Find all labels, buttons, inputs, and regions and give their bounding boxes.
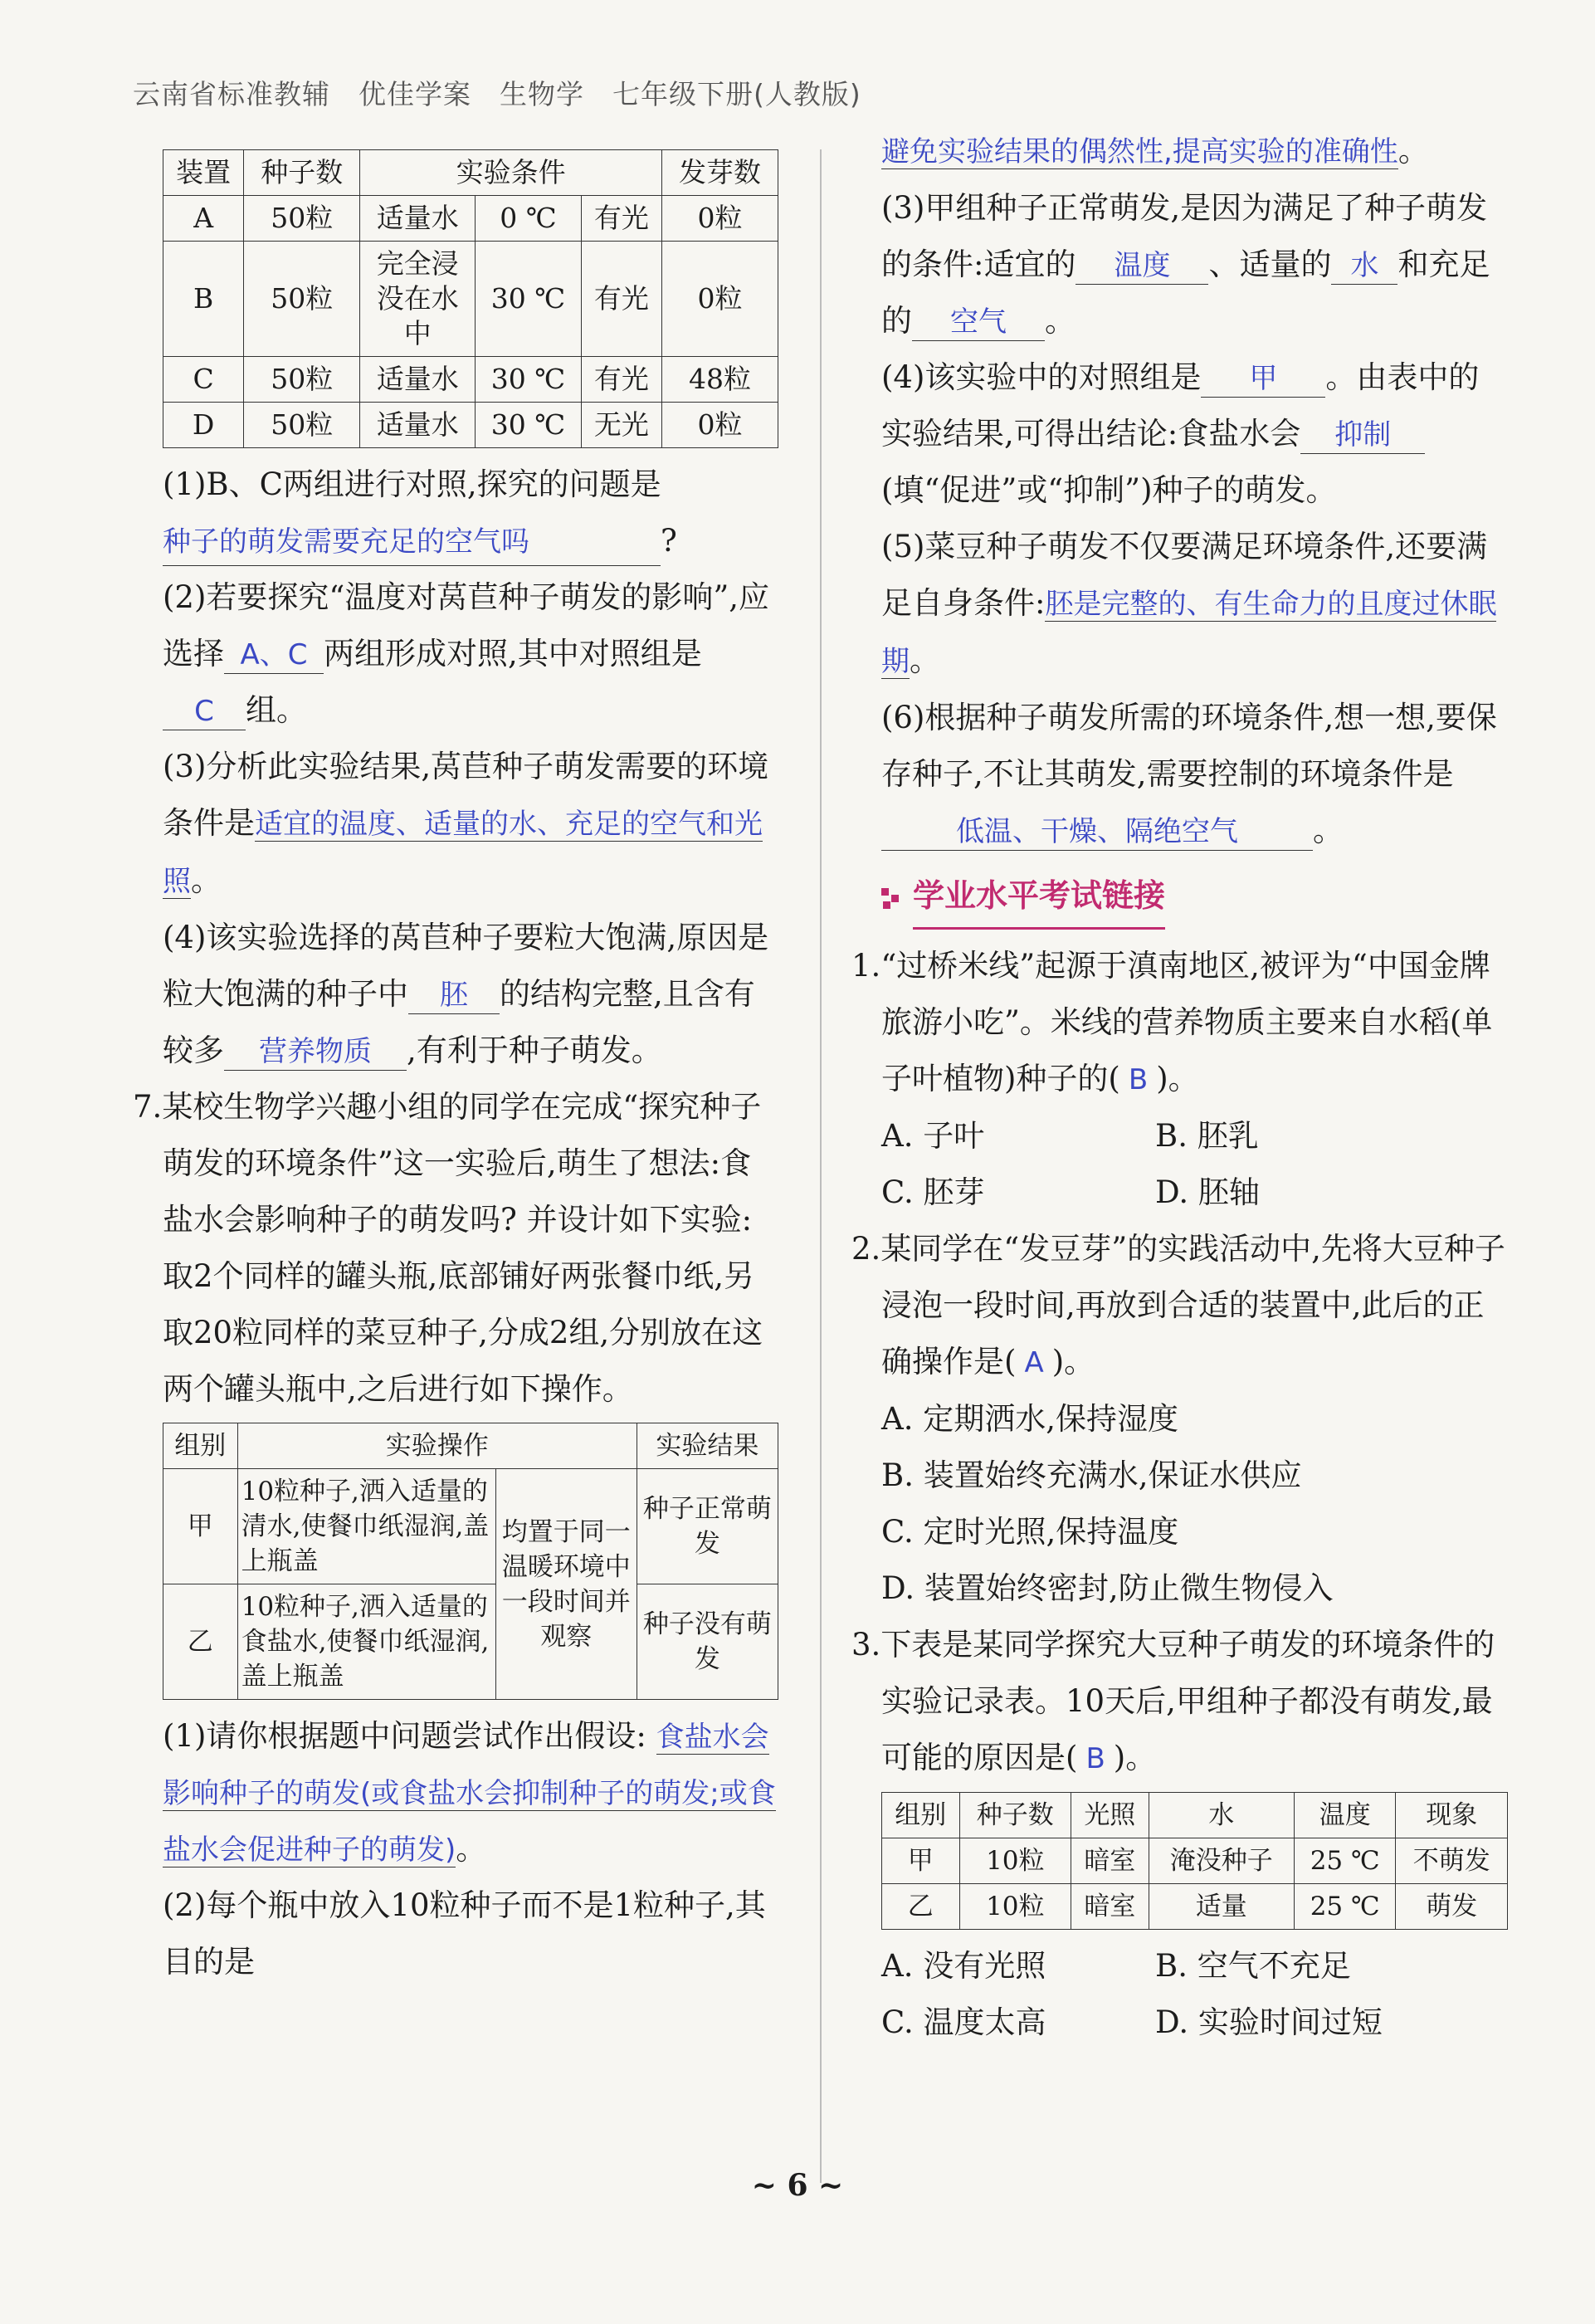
option: C. 胚芽 — [881, 1174, 985, 1210]
page-header: 云南省标准教辅 优佳学案 生物学 七年级下册(人教版) — [133, 78, 861, 110]
table-cell: 10粒种子,洒入适量的清水,使餐巾纸湿润,盖上瓶盖 — [237, 1469, 495, 1584]
table-row — [882, 1884, 1508, 1930]
table-cell: D — [163, 403, 244, 448]
table-row — [163, 1584, 778, 1700]
option: C. 温度太高 — [881, 2004, 1046, 2040]
page-number: ~ 6 ~ — [751, 2168, 844, 2203]
question-2: (2)若要探究“温度对莴苣种子萌发的影响”,应选择 A、C 两组形成对照,其中对照组是C 组。 — [163, 569, 778, 739]
answer-text: 种子的萌发需要充足的空气吗 — [163, 519, 661, 566]
table-header: 实验操作 — [237, 1423, 637, 1469]
table-header: 水 — [1149, 1793, 1294, 1838]
answer-text: 胚 — [408, 977, 500, 1014]
answer-text: 抑制 — [1300, 417, 1425, 454]
table-cell: 0 ℃ — [476, 196, 582, 242]
question-1: (1)B、C两组进行对照,探究的问题是 种子的萌发需要充足的空气吗 ? — [163, 456, 778, 569]
table-cell: 30 ℃ — [476, 403, 582, 448]
question-7-5: (5)菜豆种子萌发不仅要满足环境条件,还要满足自身条件:胚是完整的、有生命力的且度过休眠期。 — [881, 529, 1497, 678]
table-cell: B — [163, 242, 244, 357]
table-cell: 淹没种子 — [1149, 1838, 1294, 1884]
table-cell: 种子没有萌发 — [637, 1584, 778, 1700]
table-cell: 25 ℃ — [1294, 1838, 1396, 1884]
option: A. 没有光照 — [881, 1948, 1046, 1984]
mc-question-2: 2.某同学在“发豆芽”的实践活动中,先将大豆种子浸泡一段时间,再放到合适的装置中,此后的正确操作是( A )。 — [851, 1231, 1505, 1379]
answer-text: B — [1128, 1063, 1149, 1096]
question-7-4: (4)该实验中的对照组是 甲 。由表中的实验结果,可得出结论:食盐水会 抑制(填“促进”或“抑制”)种子的萌发。 — [881, 359, 1480, 508]
answer-text: 营养物质 — [224, 1033, 407, 1071]
option: B. 空气不充足 — [1155, 1948, 1351, 1984]
table-row — [163, 357, 778, 403]
table-cell: 有光 — [581, 196, 661, 242]
table-cell: 乙 — [163, 1584, 238, 1700]
answer-text: 胚是完整的、有生命力的且度过休眠期 — [881, 588, 1497, 678]
table-cell: 30 ℃ — [476, 242, 582, 357]
table-header: 实验结果 — [637, 1423, 778, 1469]
answer-text: 水 — [1331, 247, 1397, 285]
table-cell: 50粒 — [244, 242, 360, 357]
table-cell: 50粒 — [244, 403, 360, 448]
option: D. 装置始终密封,防止微生物侵入 — [881, 1570, 1334, 1606]
table-cell: 均置于同一温暖环境中一段时间并观察 — [495, 1469, 637, 1700]
table-row — [163, 242, 778, 357]
table-header: 现象 — [1396, 1793, 1508, 1838]
option: C. 定时光照,保持温度 — [881, 1514, 1179, 1550]
answer-text: 温度 — [1076, 247, 1208, 285]
question-7-1: (1)请你根据题中问题尝试作出假设: 食盐水会影响种子的萌发(或食盐水会抑制种子的萌发;或食盐水会促进种子的萌发)。 — [163, 1718, 776, 1867]
table-cell: 50粒 — [244, 196, 360, 242]
experiment-table-3 — [881, 1792, 1508, 1930]
table-cell: 适量水 — [360, 403, 476, 448]
table-header: 光照 — [1071, 1793, 1149, 1838]
table-header: 发芽数 — [661, 150, 778, 196]
table-row — [882, 1838, 1508, 1884]
table-cell: 甲 — [163, 1469, 238, 1584]
section-heading — [881, 867, 1508, 930]
table-header: 种子数 — [959, 1793, 1071, 1838]
option: A. 定期洒水,保持湿度 — [881, 1401, 1179, 1437]
table-cell: 10粒 — [959, 1838, 1071, 1884]
answer-text: B — [1085, 1742, 1105, 1775]
table-cell: 甲 — [882, 1838, 960, 1884]
answer-text: 适宜的温度、适量的水、充足的空气和光照 — [163, 808, 763, 898]
table-cell: 0粒 — [661, 403, 778, 448]
table-cell: 适量水 — [360, 357, 476, 403]
table-cell: 种子正常萌发 — [637, 1469, 778, 1584]
table-cell: 10粒种子,洒入适量的食盐水,使餐巾纸湿润,盖上瓶盖 — [237, 1584, 495, 1700]
table-header: 组别 — [163, 1423, 238, 1469]
table-cell: 无光 — [581, 403, 661, 448]
experiment-table-1 — [163, 149, 778, 448]
question-7-2-start: (2)每个瓶中放入10粒种子而不是1粒种子,其目的是 — [163, 1887, 766, 1980]
table-cell: 萌发 — [1396, 1884, 1508, 1930]
answer-text: C — [163, 693, 246, 730]
answer-text: 空气 — [912, 304, 1045, 341]
option: A. 子叶 — [881, 1118, 985, 1154]
table-cell: 适量 — [1149, 1884, 1294, 1930]
table-header: 装置 — [163, 150, 244, 196]
table-cell: 暗室 — [1071, 1884, 1149, 1930]
column-divider — [820, 149, 822, 2183]
option: D. 胚轴 — [1155, 1174, 1260, 1210]
answer-text: A、C — [224, 637, 324, 674]
table-header: 实验条件 — [360, 150, 662, 196]
question-7: 7.某校生物学兴趣小组的同学在完成“探究种子萌发的环境条件”这一实验后,萌生了想法:食盐水会影响种子的萌发吗? 并设计如下实验:取2个同样的罐头瓶,底部铺好两张餐巾纸,另取20粒同样的菜豆种子,分成2组,分别放在这两个罐头瓶中,之后进行如下操作。 — [133, 1089, 763, 1407]
experiment-table-2 — [163, 1423, 778, 1700]
mc-question-3: 3.下表是某同学探究大豆种子萌发的环境条件的实验记录表。10天后,甲组种子都没有萌发,最可能的原因是( B )。 — [851, 1627, 1495, 1775]
table-row — [163, 1469, 778, 1584]
table-cell: A — [163, 196, 244, 242]
table-cell: 0粒 — [661, 196, 778, 242]
table-row — [163, 403, 778, 448]
section-marker-icon — [881, 888, 903, 910]
table-header: 组别 — [882, 1793, 960, 1838]
table-cell: 有光 — [581, 242, 661, 357]
table-cell: 不萌发 — [1396, 1838, 1508, 1884]
answer-text: 低温、干燥、隔绝空气 — [881, 813, 1313, 851]
table-cell: 10粒 — [959, 1884, 1071, 1930]
answer-text: 避免实验结果的偶然性,提高实验的准确性 — [881, 135, 1398, 168]
table-header: 温度 — [1294, 1793, 1396, 1838]
table-cell: 25 ℃ — [1294, 1884, 1396, 1930]
question-7-6: (6)根据种子萌发所需的环境条件,想一想,要保存种子,不让其萌发,需要控制的环境条件是低温、干燥、隔绝空气 。 — [881, 690, 1508, 859]
answer-text: 食盐水会影响种子的萌发(或食盐水会抑制种子的萌发;或食盐水会促进种子的萌发) — [163, 1721, 776, 1867]
table-header: 种子数 — [244, 150, 360, 196]
question-7-2-answer: 避免实验结果的偶然性,提高实验的准确性。 — [881, 133, 1429, 168]
table-row — [163, 196, 778, 242]
mc-options-2 — [881, 1391, 1508, 1617]
table-cell: 48粒 — [661, 357, 778, 403]
question-7-3: (3)甲组种子正常萌发,是因为满足了种子萌发的条件:适宜的 温度 、适量的 水 和充足的 空气 。 — [881, 180, 1508, 349]
option: B. 装置始终充满水,保证水供应 — [881, 1457, 1302, 1493]
mc-options-3 — [881, 1938, 1508, 2051]
question-3: (3)分析此实验结果,莴苣种子萌发需要的环境条件是适宜的温度、适量的水、充足的空气和光照。 — [163, 749, 769, 898]
table-cell: 适量水 — [360, 196, 476, 242]
table-cell: 乙 — [882, 1884, 960, 1930]
table-cell: 有光 — [581, 357, 661, 403]
section-title: 学业水平考试链接 — [913, 867, 1165, 930]
table-cell: 30 ℃ — [476, 357, 582, 403]
question-4: (4)该实验选择的莴苣种子要粒大饱满,原因是粒大饱满的种子中 胚 的结构完整,且含有较多 营养物质 ,有利于种子萌发。 — [163, 910, 778, 1079]
option: B. 胚乳 — [1155, 1118, 1259, 1154]
left-column — [133, 144, 778, 1990]
table-cell: 完全浸没在水中 — [360, 242, 476, 357]
mc-question-1: 1.“过桥米线”起源于滇南地区,被评为“中国金牌旅游小吃”。米线的营养物质主要来自水稻(单子叶植物)种子的( B )。 — [851, 948, 1493, 1096]
table-cell: C — [163, 357, 244, 403]
table-cell: 0粒 — [661, 242, 778, 357]
table-cell: 50粒 — [244, 357, 360, 403]
right-column — [851, 123, 1508, 2051]
table-cell: 暗室 — [1071, 1838, 1149, 1884]
mc-options-1 — [881, 1108, 1508, 1221]
answer-text: 甲 — [1201, 360, 1325, 398]
answer-text: A — [1024, 1346, 1044, 1379]
option: D. 实验时间过短 — [1155, 2004, 1383, 2040]
